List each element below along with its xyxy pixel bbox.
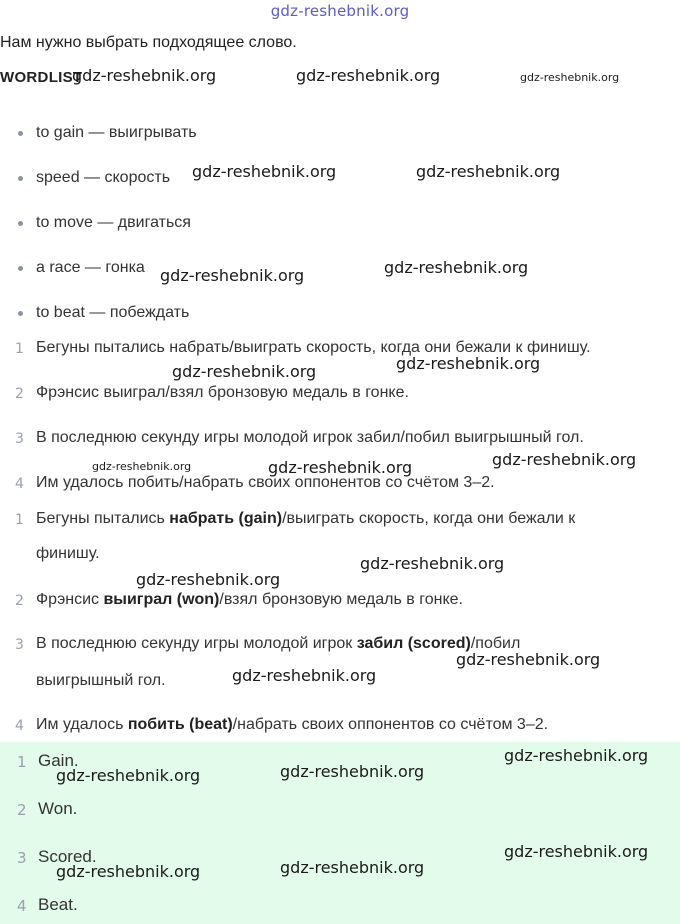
answer-number: 3 [17, 849, 27, 867]
answer-highlight: побить (beat) [127, 716, 233, 733]
translation-text: В последнюю секунду игры молодой игрок забил (scored)/побил [36, 635, 521, 652]
wordlist-item: a race — гонка [36, 259, 145, 276]
bullet-icon [18, 221, 23, 226]
watermark: gdz-reshebnik.org [520, 71, 620, 84]
question-text: Бегуны пытались набрать/выиграть скорость, когда они бежали к финишу. [36, 339, 591, 356]
bullet-icon [18, 176, 23, 181]
watermark: gdz-reshebnik.org [296, 66, 441, 85]
question-number: 2 [15, 386, 24, 402]
wordlist-item: to gain — выигрывать [36, 124, 197, 141]
watermark: gdz-reshebnik.org [360, 554, 505, 573]
translation-number: 4 [15, 718, 24, 734]
question-number: 4 [15, 476, 24, 492]
bullet-icon [18, 131, 23, 136]
answer-highlight: набрать (gain) [169, 510, 283, 527]
translation-number: 2 [15, 593, 24, 609]
watermark: gdz-reshebnik.org [456, 650, 601, 669]
answer-text: Won. [38, 799, 78, 818]
watermark: gdz-reshebnik.org [280, 762, 425, 781]
watermark: gdz-reshebnik.org [92, 460, 192, 473]
wordlist-item: speed — скорость [36, 169, 171, 186]
watermark: gdz-reshebnik.org [504, 842, 649, 861]
watermark: gdz-reshebnik.org [232, 666, 377, 685]
watermark: gdz-reshebnik.org [492, 450, 637, 469]
watermark: gdz-reshebnik.org [192, 162, 337, 181]
translation-number: 3 [15, 637, 24, 653]
watermark: gdz-reshebnik.org [416, 162, 561, 181]
translation-text: Бегуны пытались набрать (gain)/выиграть скорость, когда они бежали к [36, 510, 576, 527]
translation-text: Им удалось побить (beat)/набрать своих оппонентов со счётом 3–2. [36, 716, 549, 733]
answer-number: 4 [17, 897, 27, 915]
watermark: gdz-reshebnik.org [56, 766, 201, 785]
watermark: gdz-reshebnik.org [384, 258, 529, 277]
wordlist-title: WORDLIST [0, 69, 83, 86]
answer-highlight: выиграл (won) [103, 591, 220, 608]
site-header-link[interactable]: gdz-reshebnik.org [270, 2, 410, 20]
bullet-icon [18, 311, 23, 316]
question-number: 1 [15, 341, 24, 357]
watermark: gdz-reshebnik.org [136, 570, 281, 589]
translation-continuation: финишу. [36, 545, 100, 562]
bullet-icon [18, 266, 23, 271]
answer-number: 2 [17, 801, 27, 819]
watermark: gdz-reshebnik.org [280, 858, 425, 877]
watermark: gdz-reshebnik.org [72, 66, 217, 85]
answer-text: Beat. [38, 895, 78, 914]
question-number: 3 [15, 431, 24, 447]
translation-continuation: выигрышный гол. [36, 672, 166, 689]
watermark: gdz-reshebnik.org [396, 354, 541, 373]
intro-text: Нам нужно выбрать подходящее слово. [0, 34, 297, 51]
watermark: gdz-reshebnik.org [160, 266, 305, 285]
answer-text: Scored. [38, 847, 97, 866]
watermark: gdz-reshebnik.org [504, 746, 649, 765]
watermark: gdz-reshebnik.org [56, 862, 201, 881]
question-text: В последнюю секунду игры молодой игрок забил/побил выигрышный гол. [36, 429, 584, 446]
wordlist-item: to move — двигаться [36, 214, 191, 231]
wordlist-item: to beat — побеждать [36, 304, 190, 321]
watermark: gdz-reshebnik.org [268, 458, 413, 477]
watermark: gdz-reshebnik.org [172, 362, 317, 381]
translation-text: Фрэнсис выиграл (won)/взял бронзовую медаль в гонке. [36, 591, 463, 608]
answer-number: 1 [17, 753, 27, 771]
question-text: Им удалось побить/набрать своих оппонентов со счётом 3–2. [36, 474, 495, 491]
question-text: Фрэнсис выиграл/взял бронзовую медаль в гонке. [36, 384, 409, 401]
answer-highlight: забил (scored) [356, 635, 471, 652]
translation-number: 1 [15, 512, 24, 528]
answer-text: Gain. [38, 751, 79, 770]
